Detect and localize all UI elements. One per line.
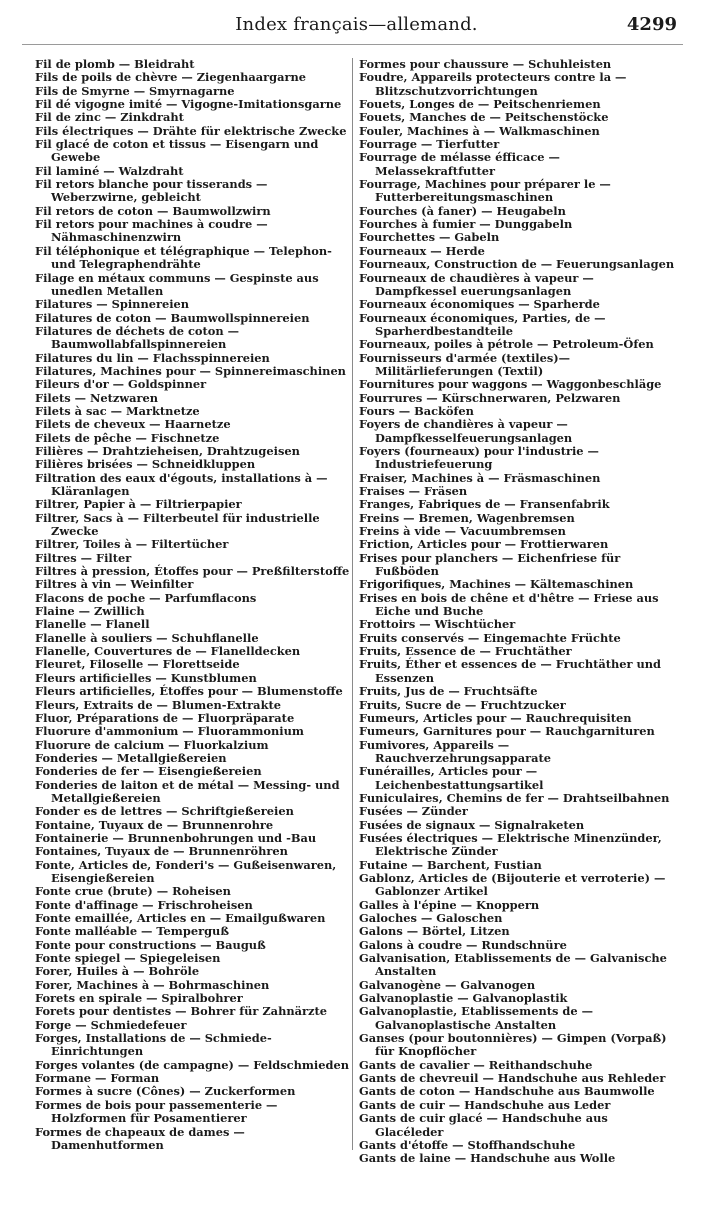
- index-entry: Fils de Smyrne — Smyrnagarne: [35, 83, 235, 98]
- index-entry: Fonte d'affinage — Frischroheisen: [35, 897, 253, 912]
- index-entry: Fleurs artificielles, Étoffes pour — Blumenstoffe: [35, 684, 343, 699]
- index-entry: Fraises — Fräsen: [359, 484, 468, 498]
- index-entry: Formes pour chaussure — Schuhleisten: [359, 57, 612, 71]
- index-entry: Fourchettes — Gabeln: [359, 230, 500, 245]
- index-entry: Fluorure de calcium — Fluorkalzium: [35, 737, 269, 752]
- index-entry: Fontainerie — Brunnenbohrungen und -Bau: [35, 830, 317, 845]
- index-entry: Fruits, Jus de — Fruchtsäfte: [359, 684, 538, 699]
- index-entry: Galoches — Galoschen: [359, 911, 503, 925]
- index-entry: Gants d'étoffe — Stoffhandschuhe: [359, 1137, 576, 1152]
- index-entry: Forges volantes (de campagne) — Feldschmieden: [35, 1057, 349, 1072]
- index-entry: Filtres à vin — Weinfilter: [35, 577, 194, 592]
- index-entry: Fournitures pour waggons — Waggonbeschläge: [359, 377, 662, 392]
- index-entry: Fil retors blanche pour tisserands — Weberzwirne, gebleicht: [35, 177, 268, 205]
- index-entry: Funérailles, Articles pour — Leichenbestattungsartikel: [359, 764, 544, 792]
- index-entry: Frises pour planchers — Eichenfriese für Fußböden: [359, 550, 621, 579]
- index-entry: Gants de laine — Handschuhe aus Wolle: [359, 1151, 616, 1166]
- column-divider: [352, 58, 353, 1150]
- index-entry: Franges, Fabriques de — Fransenfabrik: [359, 497, 610, 512]
- index-entry: Filtrer, Papier à — Filtrierpapier: [35, 497, 242, 512]
- page-header: [36, 14, 677, 40]
- index-entry: Fourrage — Tierfutter: [359, 137, 500, 152]
- index-entry: Filières — Drahtziehеisen, Drahtzugeisen: [35, 443, 300, 458]
- index-entry: Filières brisées — Schneidkluppen: [35, 457, 256, 472]
- index-entry: Forge — Schmiedefeuer: [35, 1017, 187, 1032]
- right-column: [359, 58, 675, 1166]
- index-entry: Flanelle, Couvertures de — Flanelldecken: [35, 644, 301, 659]
- index-entry: Gants de coton — Handschuhe aus Baumwolle: [359, 1084, 655, 1099]
- index-entry: Filets à sac — Marktnetze: [35, 403, 200, 418]
- index-entry: Fil dé vigogne imité — Vigogne-Imitationsgarne: [35, 97, 342, 112]
- index-entry: Fil laminé — Walzdraht: [35, 163, 184, 178]
- index-entry: Fleuret, Filoselle — Florettseide: [35, 657, 240, 672]
- index-entry: Fourches (à faner) — Heugabeln: [359, 203, 566, 218]
- index-entry: Forets pour dentistes — Bohrer für Zahnärzte: [35, 1004, 327, 1019]
- index-entry: Gants de cuir — Handschuhe aus Leder: [359, 1097, 611, 1112]
- index-entry: Freins à vide — Vacuumbremsen: [359, 524, 566, 539]
- index-entry: Friction, Articles pour — Frottierwaren: [359, 537, 609, 552]
- index-entry: Filage en métaux communs — Gespinste aus unedlen Metallen: [35, 270, 319, 298]
- index-entry: Flanelle à souliers — Schuhflanelle: [35, 630, 259, 645]
- index-entry: Fleurs, Extraits de — Blumen-Extrakte: [35, 697, 281, 712]
- index-entry: Fonderies de fer — Eisengießereien: [35, 764, 262, 779]
- index-entry: Fils électriques — Drähte für elektrische Zwecke: [35, 123, 347, 138]
- index-entry: Fruits, Éther et essences de — Fruchtäther und Essenzen: [359, 657, 662, 685]
- index-entry: Fouets, Longes de — Peitschenriemen: [359, 97, 601, 112]
- index-entry: Fontaine, Tuyaux de — Brunnenrohre: [35, 817, 274, 832]
- index-entry: Fusées électriques — Elektrische Minenzünder, Elektrische Zünder: [359, 830, 662, 859]
- left-column: [35, 58, 353, 1152]
- index-entry: Filtres à pression, Étoffes pour — Preßfilterstoffe: [35, 564, 350, 579]
- index-entry: Funiculaires, Chemins de fer — Drahtseilbahnen: [359, 790, 670, 805]
- index-entry: Fils de poils de chèvre — Ziegenhaargarne: [35, 70, 307, 85]
- index-entry: Fouler, Machines à — Walkmaschinen: [359, 123, 600, 138]
- index-entry: Gants de chevreuil — Handschuhe aus Rehleder: [359, 1071, 666, 1086]
- index-entry: Fourneaux de chaudières à vapeur — Dampfkessel euerungsanlagen: [359, 270, 594, 298]
- index-entry: Fonderies — Metallgießereien: [35, 750, 227, 765]
- index-entry: Fil téléphonique et télégraphique — Telephon- und Telegraphendrähte: [35, 243, 332, 272]
- index-entry: Fonderies de laiton et de métal — Messing- und Metallgießereien: [35, 777, 340, 805]
- index-entry: Fouets, Manches de — Peitschenstöcke: [359, 110, 609, 125]
- index-entry: Fil retors pour machines à coudre — Nähmaschinenzwirn: [35, 217, 268, 245]
- index-entry: Fournisseurs d'armée (textiles)—Militärlieferungen (Textil): [359, 350, 571, 378]
- index-entry: Filtration des eaux d'égouts, installations à — Kläranlagen: [35, 470, 328, 498]
- index-entry: Fourrage, Machines pour préparer le — Futterbereitungsmaschinen: [359, 177, 611, 205]
- index-entry: Frises en bois de chêne et d'hêtre — Friese aus Eiche und Buche: [359, 590, 659, 619]
- index-entry: Galons — Börtel, Litzen: [359, 924, 510, 939]
- index-entry: Fraiser, Machines à — Fräsmaschinen: [359, 470, 601, 485]
- index-entry: Foyers (fourneaux) pour l'industrie — Industriefeuerung: [359, 443, 599, 472]
- index-entry: Fourrures — Kürschnerwaren, Pelzwaren: [359, 390, 621, 405]
- index-entry: Fruits, Sucre de — Fruchtzucker: [359, 697, 566, 712]
- index-entry: Forer, Huiles à — Bohröle: [35, 964, 200, 979]
- index-entry: Filtrer, Sacs à — Filterbeutel für industrielle Zwecke: [35, 510, 320, 539]
- index-entry: Fonte, Articles de, Fonderi's — Gußeisenwaren, Eisengießereien: [35, 857, 337, 885]
- index-entry: Fusées — Zünder: [359, 804, 468, 819]
- index-entry: Fil de zinc — Zinkdraht: [35, 110, 184, 125]
- index-entry: Fourneaux, Construction de — Feuerungsanlagen: [359, 257, 675, 272]
- index-entry: Forets en spirale — Spiralbohrer: [35, 991, 243, 1006]
- index-entry: Fil glacé de coton et tissus — Eisengarn und Gewebe: [35, 137, 319, 165]
- index-entry: Fusées de signaux — Signalraketen: [359, 817, 585, 832]
- index-entry: Fluor, Préparations de — Fluorpräparate: [35, 710, 295, 725]
- index-entry: Flanelle — Flanell: [35, 617, 150, 632]
- index-entry: Fourneaux économiques — Sparherde: [359, 297, 600, 312]
- index-entry: Fonte crue (brute) — Roheisen: [35, 884, 231, 899]
- index-entry: Fumeurs, Garnitures pour — Rauchgarnituren: [359, 724, 655, 739]
- index-entry: Filets — Netzwaren: [35, 390, 159, 405]
- index-entry: Fourneaux — Herde: [359, 243, 485, 258]
- index-entry: Galons à coudre — Rundschnüre: [359, 937, 567, 952]
- index-entry: Fonte spiegel — Spiegeleisen: [35, 951, 221, 966]
- index-entry: Fours — Backöfen: [359, 403, 474, 418]
- index-entry: Forer, Machines à — Bohrmaschinen: [35, 977, 270, 992]
- page-title: Index français—allemand.: [235, 14, 478, 35]
- index-entry: Filatures de déchets de coton — Baumwollabfallspinnereien: [35, 323, 239, 352]
- index-entry: Filets de cheveux — Haarnetze: [35, 417, 231, 432]
- index-entry: Flacons de poche — Parfumflacons: [35, 590, 257, 605]
- index-entry: Galles à l'épine — Knoppern: [359, 897, 540, 912]
- index-entry: Fil de plomb — Bleidraht: [35, 57, 195, 71]
- index-entry: Fleurs artificielles — Kunstblumen: [35, 670, 257, 685]
- index-entry: Freins — Bremen, Wagenbremsen: [359, 510, 575, 525]
- index-entry: Filatures, Machines pour — Spinnereimaschinen: [35, 363, 346, 378]
- index-entry: Filtrer, Toiles à — Filtertücher: [35, 537, 229, 552]
- index-entry: Filets de pêche — Fischnetze: [35, 430, 220, 445]
- index-entry: Fourrage de mélasse éfficace — Melassekraftfutter: [359, 150, 560, 178]
- index-entry: Galvanoplastie — Galvanoplastik: [359, 991, 568, 1006]
- header-rule: [22, 44, 683, 45]
- index-entry: Galvanogène — Galvanogen: [359, 977, 536, 992]
- index-entry: Fonte malléable — Temperguß: [35, 924, 229, 939]
- index-entry: Foudre, Appareils protecteurs contre la — Blitzschutzvorrichtungen: [359, 70, 627, 98]
- index-entry: Gablonz, Articles de (Bijouterie et verroterie) — Gablonzer Artikel: [359, 870, 666, 899]
- index-entry: Gants de cavalier — Reithandschuhe: [359, 1057, 593, 1072]
- index-entry: Forges, Installations de — Schmiede-Einrichtungen: [35, 1031, 272, 1059]
- index-entry: Frottoirs — Wischtücher: [359, 617, 516, 632]
- index-entry: Fourneaux économiques, Parties, de — Sparherdbestandteile: [359, 310, 606, 338]
- index-entry: Filatures du lin — Flachsspinnereien: [35, 350, 270, 365]
- index-entry: Filtres — Filter: [35, 550, 132, 565]
- index-entry: Fumivores, Appareils — Rauchverzehrungsapparate: [359, 737, 551, 765]
- index-entry: Gants de cuir glacé — Handschuhe aus Glacéleder: [359, 1111, 608, 1139]
- index-entry: Fruits, Essence de — Fruchtäther: [359, 644, 572, 659]
- page-number: 4299: [626, 14, 677, 35]
- index-entry: Flaine — Zwillich: [35, 604, 145, 619]
- index-entry: Foyers de chandières à vapeur — Dampfkesselfeuerungsanlagen: [359, 417, 573, 445]
- index-entry: Fourches à fumier — Dunggabeln: [359, 217, 573, 232]
- index-entry: Ganses (pour boutonnières) — Gimpen (Vorpaß) für Knopflöcher: [359, 1031, 667, 1059]
- index-entry: Formes de bois pour passementerie — Holzformen für Posamentierer: [35, 1097, 278, 1126]
- index-entry: Fluorure d'ammonium — Fluorammonium: [35, 724, 304, 739]
- index-entry: Fonder es de lettres — Schriftgießereien: [35, 804, 294, 819]
- index-entry: Formes à sucre (Cônes) — Zuckerformen: [35, 1084, 296, 1099]
- index-entry: Galvanoplastie, Etablissements de — Galvanoplastische Anstalten: [359, 1004, 593, 1032]
- index-entry: Fruits conservés — Eingemachte Früchte: [359, 630, 621, 645]
- index-entry: Fil retors de coton — Baumwollzwirn: [35, 203, 271, 218]
- index-entry: Frigorifiques, Machines — Kältemaschinen: [359, 577, 634, 592]
- index-entry: Filatures de coton — Baumwollspinnereien: [35, 310, 310, 325]
- index-entry: Formane — Forman: [35, 1071, 160, 1086]
- index-entry: Fourneaux, poiles à pétrole — Petroleum-Öfen: [359, 337, 654, 352]
- index-entry: Galvanisation, Etablissements de — Galvanische Anstalten: [359, 951, 667, 979]
- index-entry: Fonte pour constructions — Bauguß: [35, 937, 266, 952]
- index-entry: Fumeurs, Articles pour — Rauchrequisiten: [359, 710, 632, 725]
- index-entry: Formes de chapeaux de dames — Damenhutformen: [35, 1124, 245, 1152]
- index-entry: Fontaines, Tuyaux de — Brunnenröhren: [35, 844, 288, 859]
- index-entry: Filatures — Spinnereien: [35, 297, 190, 312]
- index-entry: Fileurs d'or — Goldspinner: [35, 377, 207, 392]
- index-entry: Futaine — Barchent, Fustian: [359, 857, 542, 872]
- index-entry: Fonte emaillée, Articles en — Emailgußwaren: [35, 911, 326, 925]
